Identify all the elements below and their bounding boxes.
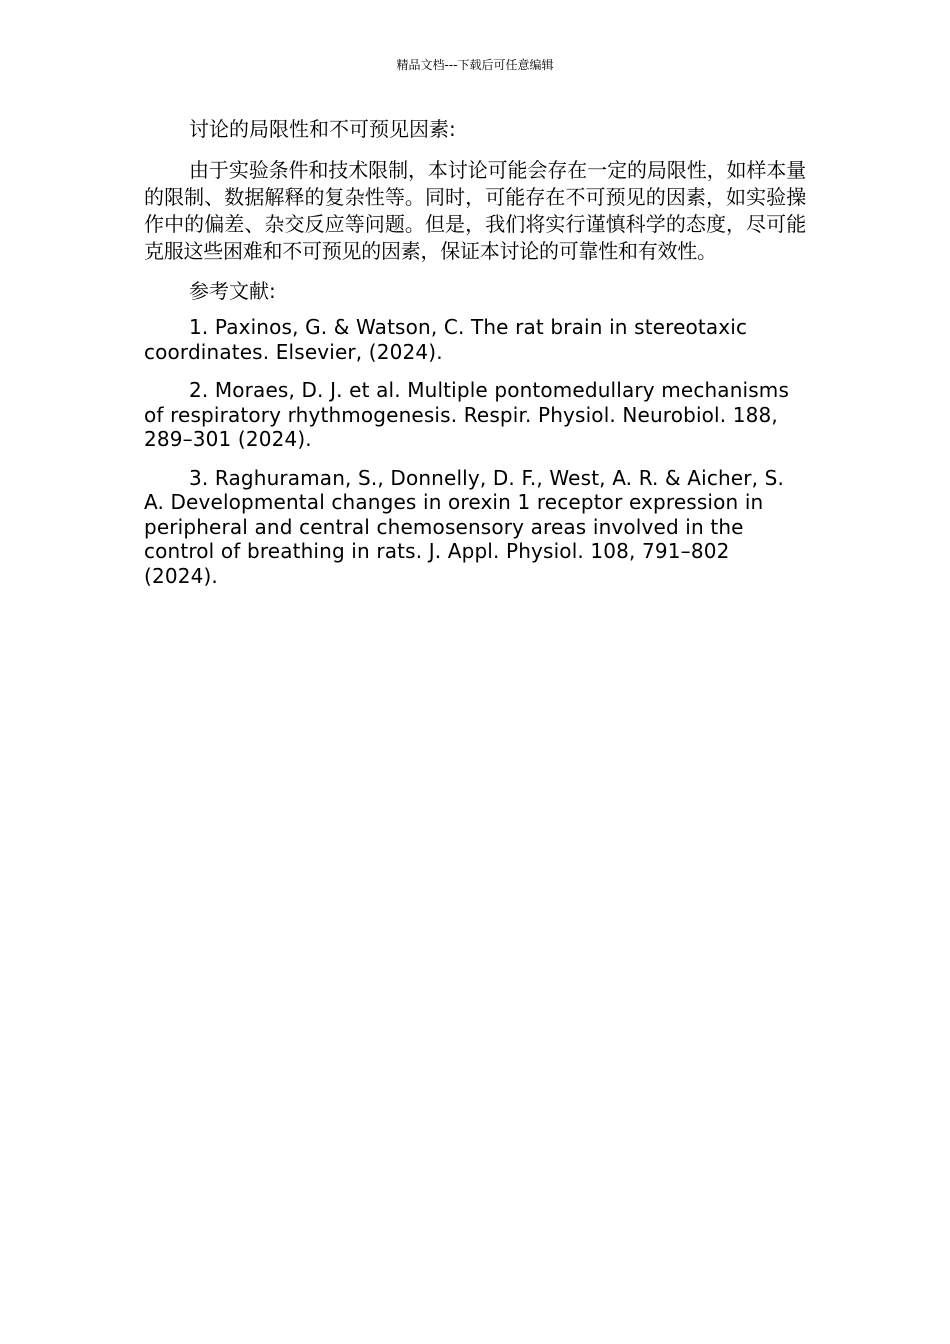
reference-item-1: 1. Paxinos, G. & Watson, C. The rat brain in stereotaxic coordinates. Elsevier, (2024). xyxy=(144,315,748,364)
references-heading: 参考文献: xyxy=(189,279,276,303)
reference-item-2: 2. Moraes, D. J. et al. Multiple pontomedullary mechanisms of respiratory rhythmogenesis. Respir. Physiol. Neurobiol. 188, 289–301 (2024). xyxy=(144,378,790,451)
page-header-note: 精品文档---下载后可任意编辑 xyxy=(396,58,554,72)
document-body xyxy=(144,116,806,602)
reference-item-3: 3. Raghuraman, S., Donnelly, D. F., West, A. R. & Aicher, S. A. Developmental changes in orexin 1 receptor expression in peripheral and central chemosensory areas involved in the control of breathing in rats. J. Appl. Physiol. 108, 791–802 (2024). xyxy=(144,465,784,588)
section-paragraph: 由于实验条件和技术限制，本讨论可能会存在一定的局限性，如样本量的限制、数据解释的复杂性等。同时，可能存在不可预见的因素，如实验操作中的偏差、杂交反应等问题。但是，我们将实行谨慎科学的态度，尽可能克服这些困难和不可预见的因素，保证本讨论的可靠性和有效性。 xyxy=(144,158,806,263)
section-heading: 讨论的局限性和不可预见因素: xyxy=(189,117,456,141)
